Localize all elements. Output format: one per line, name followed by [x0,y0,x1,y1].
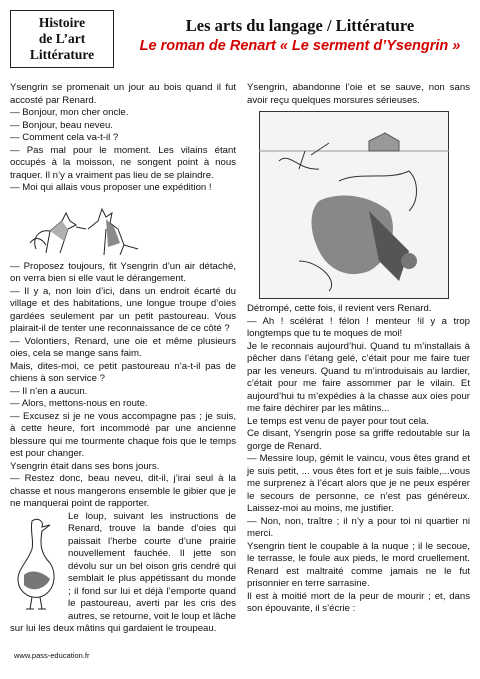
paragraph: Ysengrin, abandonne l’oie et se sauve, non sans avoir reçu quelques morsures sérieuses. [247,82,470,106]
paragraph: — Il y a, non loin d’ici, dans un endroit écarté du village et des habitations, une longue troupe d’oies gardées seulement par un petit pastoureau. Vous plairait-il de tenter une reconnaissance de ce côté ? [10,285,236,334]
wolf-chase-illustration [259,111,449,299]
subject-line-3: Littérature [29,47,95,62]
paragraph: Ysengrin tient le coupable à la nuque ; il le secoue, le terrasse, le foule aux pieds, le mord cruellement. Renard est maltraité comme jamais ne le fut prisonnier en terre sarrasine. [247,540,470,589]
paragraph: — Ah ! scélérat ! félon ! menteur !il y a trop longtemps que tu te moques de moi! [247,315,470,339]
paragraph: — Il n’en a aucun. [10,385,88,397]
fox-and-wolf-illustration [28,199,148,257]
paragraph: — Moi qui allais vous proposer une expédition ! [10,182,212,193]
subject-line-2: de L’art [38,31,86,46]
right-column [247,82,470,616]
paragraph: — Proposez toujours, fit Ysengrin d’un air détaché, on verra bien si elle vaut le dérangement. [10,260,236,284]
paragraph: — Pas mal pour le moment. Les vilains étant occupés à la moisson, ne songent point à nous traquer. Il n’y a vraiment pas lieu de se plaindre. [10,144,236,181]
paragraph: — Messire loup, gémit le vaincu, vous êtes grand et je suis petit, ... vous êtes fort et je suis faible,...vous me surprenez à l’écart alors que je ne peux espérer le secours de personne, ce n’est pas généreux. Laissez-moi au moins, me justifier. [247,453,470,514]
paragraph: — Non, non, traître ; il n’y a pour toi ni quartier ni merci. [247,515,470,539]
paragraph: — Alors, mettons-nous en route. [10,398,148,409]
paragraph: — Volontiers, Renard, une oie et même plusieurs oies, cela se mange sans faim. [10,335,236,359]
subject-line-1: Histoire [38,15,86,30]
paragraph: Ce disant, Ysengrin pose sa griffe redoutable sur la gorge de Renard. [247,428,470,452]
paragraph: — Comment cela va-t-il ? [10,132,119,143]
page-subtitle: Le roman de Renart « Le serment d’Ysengrin » [139,38,461,54]
paragraph: — Excusez si je ne vous accompagne pas ; je suis, à cette heure, fort incommodé par une ancienne blessure qui me tourmente chaque fois que le temps est pour changer. [10,410,236,459]
paragraph: — Bonjour, beau neveu. [10,119,113,131]
paragraph: Détrompé, cette fois, il revient vers Renard. [247,303,432,314]
page-title: Les arts du langage / Littérature [185,16,415,35]
paragraph: — Restez donc, beau neveu, dit-il, j’irai seul à la chasse et nous mangerons ensemble le gibier que je ne manquerai point de rapporter. [10,473,236,509]
paragraph: Il est à moitié mort de la peur de mourir ; et, dans son épouvante, il s’écrie : [247,590,470,614]
subject-box [10,10,114,68]
footer-url[interactable]: www.pass-education.fr [14,651,90,660]
paragraph: Je le reconnais aujourd’hui. Quand tu m’installais à pêcher dans l’étang gelé, c’était pour me faire tuer par les veneurs. Quand tu m’introduisais au lardier, c’était pour me faire assommer par le vilain. Et aujourd’hui tu m’expédies à la chasse aux oies pour me faire déchirer par les mâtins... [247,340,470,414]
left-column [10,82,236,636]
paragraph: Le loup, suivant les instructions de Renard, trouve la bande d’oies qui paissait l’herbe courte d’une prairie nouvellement fauchée. Il jette son dévolu sur un bel oison gris cendré qui semblait le plus appétissant du monde ; il fond sur lui et déjà l’emporte quand le pastoureau, averti par les cris des autres, se retourne, voit le loup et lâche sur lui les deux mâtins qui gardaient le troupeau. [10,510,236,634]
paragraph: Ysengrin était dans ses bons jours. [10,460,160,472]
paragraph: Mais, dites-moi, ce petit pastoureau n’a-t-il pas de chiens à son service ? [10,360,236,384]
paragraph: Le temps est venu de payer pour tout cela. [247,415,429,427]
paragraph: — Bonjour, mon cher oncle. [10,107,129,118]
goose-illustration [10,513,64,613]
paragraph: Ysengrin se promenait un jour au bois quand il fut accosté par Renard. [10,82,236,106]
